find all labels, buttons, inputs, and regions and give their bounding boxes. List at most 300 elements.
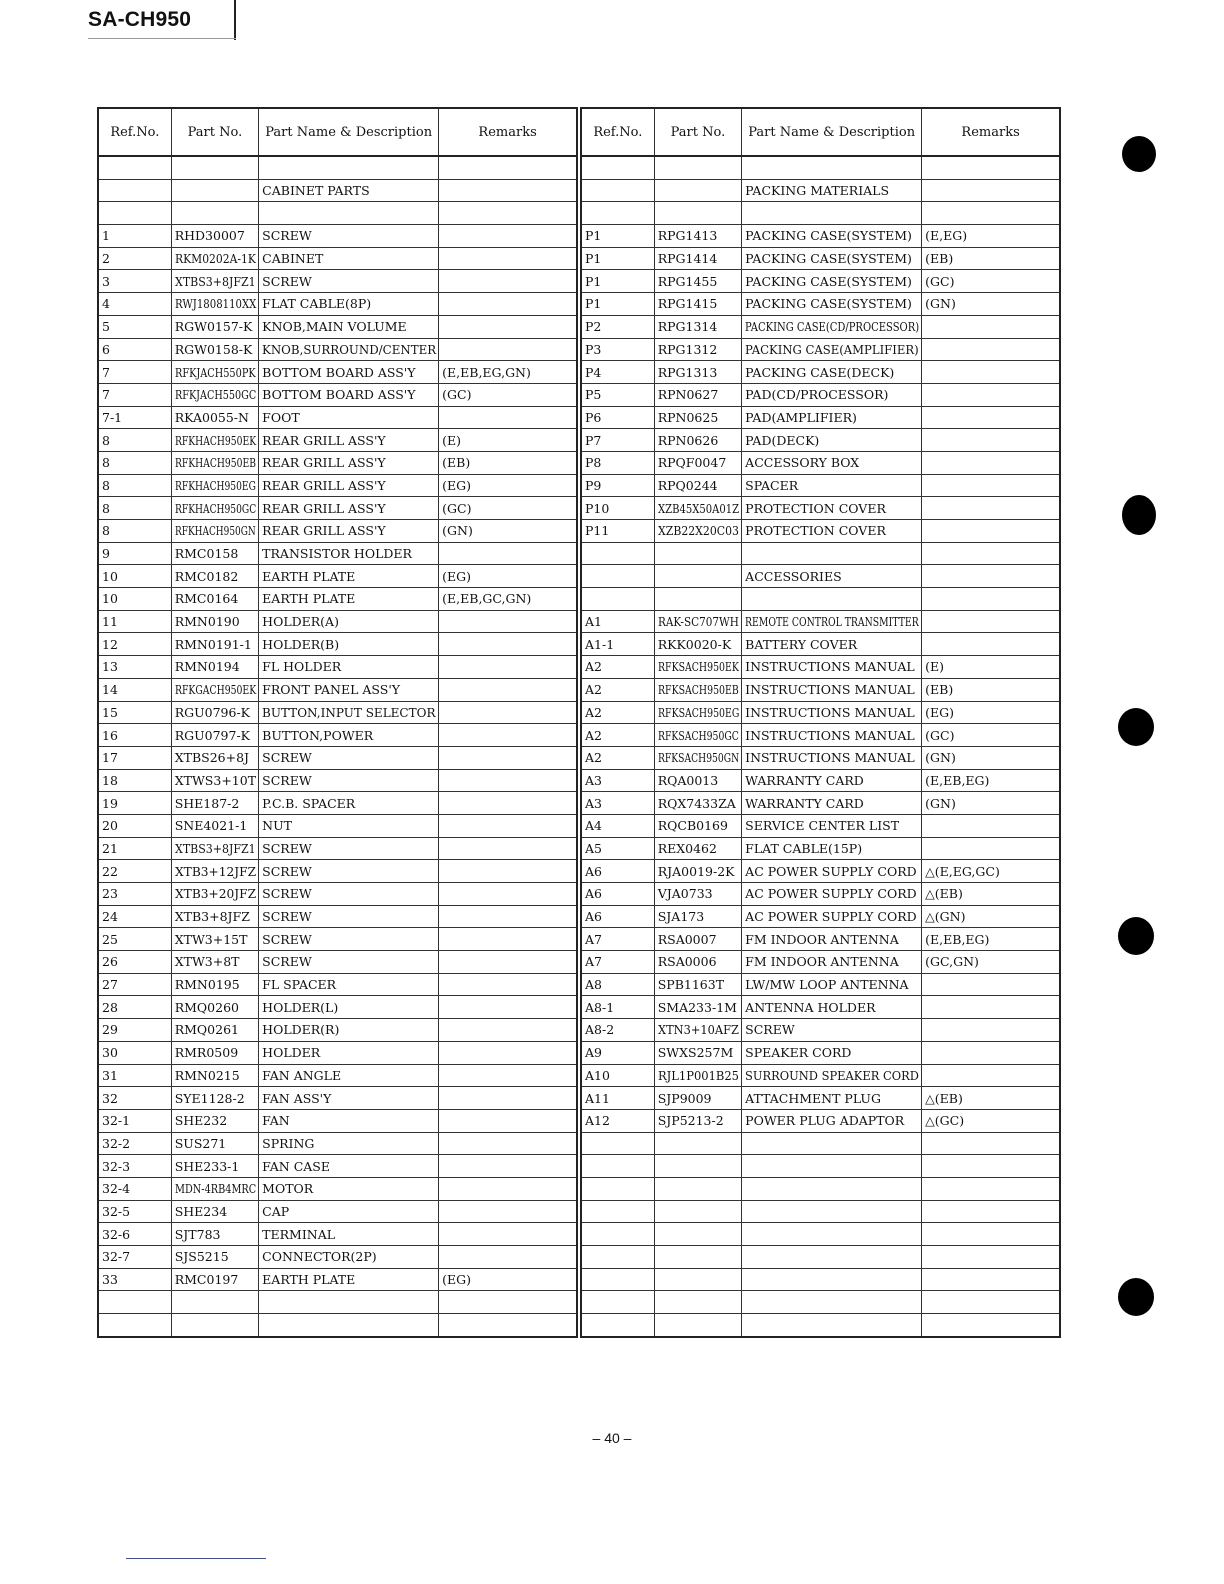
ref-cell [581,1268,654,1291]
ref-cell [581,1314,654,1337]
description-cell: AC POWER SUPPLY CORD [742,860,922,883]
description-cell: WARRANTY CARD [742,769,922,792]
ref-cell [98,179,171,202]
table-row [581,451,1060,474]
remarks-cell [922,406,1060,429]
part-no-cell: SJP5213-2 [654,1109,741,1132]
part-no-cell: RMR0509 [171,1041,258,1064]
ref-cell: 14 [98,678,171,701]
table-row [98,1109,577,1132]
description-cell [742,1177,922,1200]
remarks-cell [439,1019,577,1042]
part-no-cell: RFKSACH950EG [654,701,741,724]
description-cell: ANTENNA HOLDER [742,996,922,1019]
ref-cell: 32-6 [98,1223,171,1246]
ref-cell [581,1177,654,1200]
ref-cell: 22 [98,860,171,883]
description-cell: PACKING CASE(SYSTEM) [742,247,922,270]
header-row [98,108,577,156]
remarks-cell [922,1155,1060,1178]
part-no-cell: RPQF0047 [654,451,741,474]
part-no-cell: XZB45X50A01Z [654,497,741,520]
description-cell: FAN ANGLE [259,1064,439,1087]
table-row [98,928,577,951]
ref-cell: 31 [98,1064,171,1087]
col-header-part: Part No. [654,108,741,156]
description-cell: AC POWER SUPPLY CORD [742,883,922,906]
ref-cell: P1 [581,270,654,293]
table-row [581,1064,1060,1087]
remarks-cell [922,837,1060,860]
part-no-cell: RPN0627 [654,383,741,406]
description-cell: SCREW [259,270,439,293]
part-no-cell: RFKHACH950GC [171,497,258,520]
remarks-cell: (EG) [439,565,577,588]
remarks-cell [439,1064,577,1087]
description-cell: INSTRUCTIONS MANUAL [742,746,922,769]
description-cell: POWER PLUG ADAPTOR [742,1109,922,1132]
table-row [98,270,577,293]
table-row [581,701,1060,724]
part-no-cell: XTBS26+8J [171,746,258,769]
table-row [98,497,577,520]
part-no-cell: RMC0197 [171,1268,258,1291]
part-no-cell: RFKSACH950EK [654,656,741,679]
part-no-cell: RPG1414 [654,247,741,270]
description-cell [742,1268,922,1291]
description-cell [742,1291,922,1314]
part-no-cell: SJT783 [171,1223,258,1246]
page-number: – 40 – [592,1430,632,1446]
table-row [581,1268,1060,1291]
table-row [581,429,1060,452]
remarks-cell [922,1064,1060,1087]
part-no-cell: RMQ0260 [171,996,258,1019]
table-row [98,179,577,202]
description-cell: SCREW [259,746,439,769]
description-cell: PACKING CASE(SYSTEM) [742,293,922,316]
ref-cell: 26 [98,951,171,974]
table-row [98,474,577,497]
ref-cell: A3 [581,769,654,792]
part-no-cell: RMN0194 [171,656,258,679]
part-no-cell: RQX7433ZA [654,792,741,815]
part-no-cell: RMC0164 [171,588,258,611]
part-no-cell: SUS271 [171,1132,258,1155]
ref-cell: 10 [98,565,171,588]
ref-cell: 21 [98,837,171,860]
table-row [98,633,577,656]
remarks-cell [439,860,577,883]
part-no-cell: RMC0158 [171,542,258,565]
ref-cell: A6 [581,905,654,928]
table-row [98,293,577,316]
table-row [98,701,577,724]
remarks-cell: (E) [922,656,1060,679]
remarks-cell [439,225,577,248]
remarks-cell [922,610,1060,633]
table-row [581,633,1060,656]
ref-cell: 7 [98,383,171,406]
remarks-cell [439,293,577,316]
remarks-cell [922,565,1060,588]
remarks-cell: (E,EB,EG) [922,928,1060,951]
description-cell: FAN ASS'Y [259,1087,439,1110]
remarks-cell: △(GN) [922,905,1060,928]
remarks-cell [439,1087,577,1110]
description-cell: BOTTOM BOARD ASS'Y [259,383,439,406]
ref-cell: 15 [98,701,171,724]
description-cell: FM INDOOR ANTENNA [742,951,922,974]
ref-cell: 8 [98,520,171,543]
ref-cell [581,1155,654,1178]
part-no-cell: RPG1314 [654,315,741,338]
ref-cell: A7 [581,951,654,974]
description-cell: FL HOLDER [259,656,439,679]
remarks-cell: (GN) [922,792,1060,815]
part-no-cell: XTB3+20JFZ [171,883,258,906]
ref-cell: P2 [581,315,654,338]
ref-cell: A6 [581,860,654,883]
ref-cell: A1 [581,610,654,633]
description-cell: SCREW [259,883,439,906]
part-no-cell: SYE1128-2 [171,1087,258,1110]
remarks-cell: (GN) [439,520,577,543]
table-row [581,225,1060,248]
remarks-cell [922,1291,1060,1314]
part-no-cell: RMN0190 [171,610,258,633]
ref-cell: 28 [98,996,171,1019]
part-no-cell: SHE187-2 [171,792,258,815]
part-no-cell: RKK0020-K [654,633,741,656]
ref-cell: A8 [581,973,654,996]
description-cell: SCREW [259,951,439,974]
part-no-cell [654,1200,741,1223]
table-row [98,1177,577,1200]
remarks-cell [439,1246,577,1269]
col-header-ref: Ref.No. [581,108,654,156]
remarks-cell: △(E,EG,GC) [922,860,1060,883]
part-no-cell: RQCB0169 [654,814,741,837]
remarks-cell [439,1041,577,1064]
ref-cell: A1-1 [581,633,654,656]
ref-cell: 1 [98,225,171,248]
table-row [581,678,1060,701]
remarks-cell [439,179,577,202]
table-row [581,497,1060,520]
table-row [98,247,577,270]
remarks-cell [922,588,1060,611]
description-cell: MOTOR [259,1177,439,1200]
ref-cell: P5 [581,383,654,406]
table-row [98,1064,577,1087]
part-no-cell: RKA0055-N [171,406,258,429]
description-cell: INSTRUCTIONS MANUAL [742,701,922,724]
ref-cell: P7 [581,429,654,452]
table-row [98,610,577,633]
remarks-cell: △(EB) [922,883,1060,906]
remarks-cell [439,724,577,747]
description-cell: SPEAKER CORD [742,1041,922,1064]
part-no-cell: RFKGACH950EK [171,678,258,701]
ref-cell: A4 [581,814,654,837]
remarks-cell [439,1177,577,1200]
description-cell: SCREW [259,860,439,883]
description-cell: EARTH PLATE [259,588,439,611]
table-row [98,996,577,1019]
description-cell: BATTERY COVER [742,633,922,656]
description-cell: REAR GRILL ASS'Y [259,429,439,452]
table-row [98,1268,577,1291]
part-no-cell: RPG1312 [654,338,741,361]
ref-cell: 32-1 [98,1109,171,1132]
table-row [98,951,577,974]
description-cell [259,1314,439,1337]
remarks-cell [439,996,577,1019]
table-row [581,1155,1060,1178]
description-cell [742,542,922,565]
table-row [98,1291,577,1314]
part-no-cell: RWJ1808110XX [171,293,258,316]
part-no-cell: SHE234 [171,1200,258,1223]
ref-cell: 16 [98,724,171,747]
part-no-cell [654,1291,741,1314]
remarks-cell [439,837,577,860]
table-row [581,338,1060,361]
table-row [581,905,1060,928]
description-cell: SCREW [259,928,439,951]
ref-cell: A2 [581,746,654,769]
table-row [581,1223,1060,1246]
description-cell [259,202,439,225]
description-cell: PACKING MATERIALS [742,179,922,202]
table-row [98,860,577,883]
remarks-cell [922,1177,1060,1200]
part-no-cell [654,1314,741,1337]
table-row [581,724,1060,747]
remarks-cell: (GC) [922,724,1060,747]
table-row [581,814,1060,837]
remarks-cell: (GC) [439,383,577,406]
table-row [581,565,1060,588]
ref-cell: P1 [581,293,654,316]
table-row [98,1019,577,1042]
ref-cell [581,1223,654,1246]
ref-cell: P11 [581,520,654,543]
table-row [98,837,577,860]
parts-table-right [580,107,1061,1338]
part-no-cell: RFKHACH950GN [171,520,258,543]
ref-cell: 10 [98,588,171,611]
description-cell: HOLDER [259,1041,439,1064]
header-underline [88,38,236,39]
description-cell [742,1314,922,1337]
part-no-cell: SNE4021-1 [171,814,258,837]
table-row [98,678,577,701]
description-cell: SPRING [259,1132,439,1155]
table-row [581,406,1060,429]
ref-cell: 7-1 [98,406,171,429]
table-row [98,792,577,815]
part-no-cell: RSA0007 [654,928,741,951]
description-cell: REAR GRILL ASS'Y [259,451,439,474]
table-row [581,1087,1060,1110]
ref-cell: A11 [581,1087,654,1110]
description-cell: PACKING CASE(DECK) [742,361,922,384]
description-cell: CONNECTOR(2P) [259,1246,439,1269]
part-no-cell: RFKHACH950EG [171,474,258,497]
part-no-cell: RJA0019-2K [654,860,741,883]
remarks-cell [439,202,577,225]
remarks-cell [439,769,577,792]
table-row [98,429,577,452]
remarks-cell [439,973,577,996]
part-no-cell: RPG1415 [654,293,741,316]
table-row [581,588,1060,611]
table-row [581,520,1060,543]
remarks-cell [439,315,577,338]
table-row [581,1041,1060,1064]
ref-cell: 32-4 [98,1177,171,1200]
table-row [581,1200,1060,1223]
parts-table-left [97,107,578,1338]
description-cell [742,156,922,179]
description-cell: FM INDOOR ANTENNA [742,928,922,951]
table-row [581,610,1060,633]
part-no-cell [171,202,258,225]
description-cell [742,202,922,225]
ref-cell: 8 [98,451,171,474]
table-row [98,1087,577,1110]
remarks-cell [439,1291,577,1314]
part-no-cell [654,1268,741,1291]
table-row [581,746,1060,769]
remarks-cell [922,202,1060,225]
remarks-cell [922,542,1060,565]
part-no-cell: XTW3+8T [171,951,258,974]
part-no-cell: RJL1P001B25 [654,1064,741,1087]
binder-hole-mark [1122,495,1156,535]
ref-cell [581,565,654,588]
ref-cell: 32-5 [98,1200,171,1223]
part-no-cell [654,179,741,202]
ref-cell: 9 [98,542,171,565]
description-cell: TERMINAL [259,1223,439,1246]
col-header-ref: Ref.No. [98,108,171,156]
table-row [98,542,577,565]
part-no-cell [654,1223,741,1246]
ref-cell [581,588,654,611]
description-cell: INSTRUCTIONS MANUAL [742,678,922,701]
description-cell: PACKING CASE(SYSTEM) [742,225,922,248]
description-cell: REAR GRILL ASS'Y [259,520,439,543]
remarks-cell: (EG) [439,1268,577,1291]
remarks-cell: (EB) [439,451,577,474]
part-no-cell: RHD30007 [171,225,258,248]
binder-hole-mark [1118,1278,1154,1316]
remarks-cell [439,701,577,724]
part-no-cell: RAK-SC707WH [654,610,741,633]
table-row [98,883,577,906]
ref-cell: 5 [98,315,171,338]
ref-cell: P8 [581,451,654,474]
remarks-cell [439,406,577,429]
remarks-cell: (E,EB,EG,GN) [439,361,577,384]
remarks-cell: (GC,GN) [922,951,1060,974]
description-cell: CABINET PARTS [259,179,439,202]
table-row [98,588,577,611]
part-no-cell: XTBS3+8JFZ1 [171,270,258,293]
description-cell: AC POWER SUPPLY CORD [742,905,922,928]
part-no-cell: VJA0733 [654,883,741,906]
remarks-cell: (E) [439,429,577,452]
part-no-cell [171,1291,258,1314]
remarks-cell [439,746,577,769]
description-cell [259,156,439,179]
col-header-part: Part No. [171,108,258,156]
part-no-cell: RFKSACH950GN [654,746,741,769]
table-row [98,565,577,588]
remarks-cell [922,1132,1060,1155]
description-cell: PACKING CASE(CD/PROCESSOR) [742,315,922,338]
remarks-cell [922,996,1060,1019]
table-row [98,156,577,179]
ref-cell: A2 [581,701,654,724]
part-no-cell [171,1314,258,1337]
table-row [581,883,1060,906]
ref-cell: 24 [98,905,171,928]
remarks-cell [922,1019,1060,1042]
part-no-cell [654,542,741,565]
description-cell: TRANSISTOR HOLDER [259,542,439,565]
part-no-cell: RPN0626 [654,429,741,452]
remarks-cell: (EB) [922,678,1060,701]
header-divider [234,0,236,40]
part-no-cell: SJS5215 [171,1246,258,1269]
description-cell: PROTECTION COVER [742,520,922,543]
ref-cell: 2 [98,247,171,270]
description-cell: HOLDER(B) [259,633,439,656]
description-cell: ACCESSORY BOX [742,451,922,474]
part-no-cell: REX0462 [654,837,741,860]
table-row [581,656,1060,679]
description-cell [742,1132,922,1155]
table-row [581,860,1060,883]
remarks-cell [922,497,1060,520]
part-no-cell: RPN0625 [654,406,741,429]
part-no-cell: XTWS3+10T [171,769,258,792]
description-cell: SCREW [259,837,439,860]
remarks-cell [439,1155,577,1178]
part-no-cell: RMN0215 [171,1064,258,1087]
table-row [581,928,1060,951]
col-header-name: Part Name & Description [742,108,922,156]
remarks-cell [439,814,577,837]
ref-cell: 32-2 [98,1132,171,1155]
table-row [98,769,577,792]
table-row [581,383,1060,406]
description-cell: P.C.B. SPACER [259,792,439,815]
part-no-cell: RPG1413 [654,225,741,248]
table-row [98,814,577,837]
ref-cell: 25 [98,928,171,951]
ref-cell: 32 [98,1087,171,1110]
ref-cell: 32-3 [98,1155,171,1178]
description-cell [742,1155,922,1178]
ref-cell: A9 [581,1041,654,1064]
remarks-cell [922,361,1060,384]
ref-cell: 6 [98,338,171,361]
